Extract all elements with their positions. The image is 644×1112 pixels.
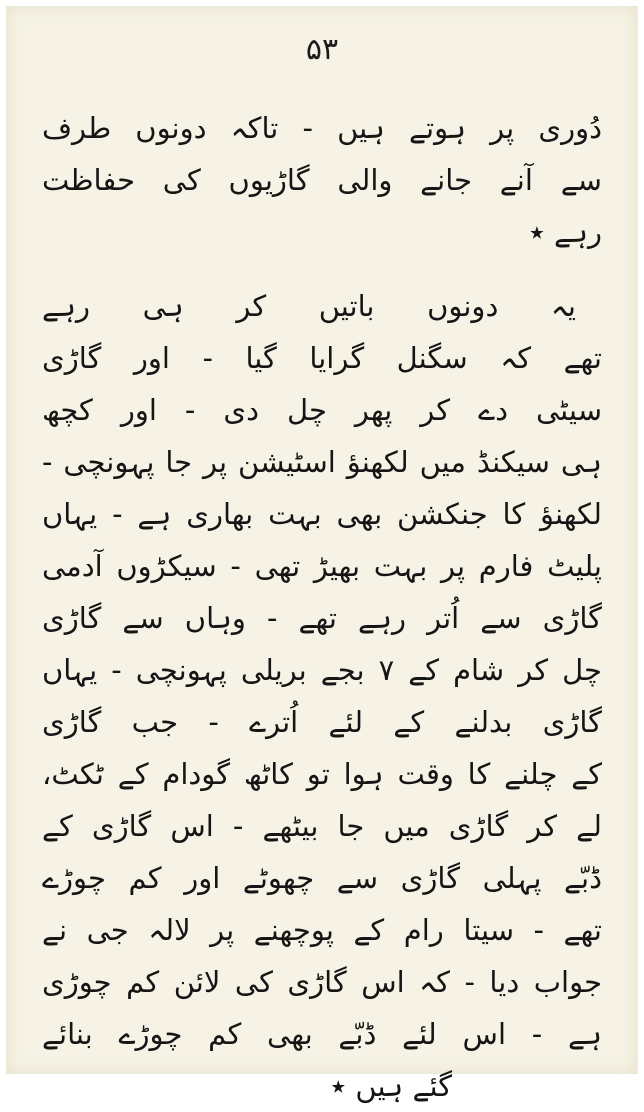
text-line: ہے - اس لئے ڈبّے بھی کم چوڑے بنائے	[42, 1017, 602, 1051]
text-line: تھے کہ سگنل گرایا گیا - اور گاڑی	[42, 341, 602, 375]
text-line: گاڑی سے اُتر رہے تھے - وہاں سے گاڑی	[42, 601, 602, 635]
book-page	[6, 6, 638, 1103]
text-line: تھے - سیتا رام کے پوچھنے پر لالہ جی نے	[42, 913, 602, 947]
text-line: ہی سیکنڈ میں لکھنؤ اسٹیشن پر جا پہونچی -	[42, 445, 602, 479]
text-line: لکھنؤ کا جنکشن بھی بہت بھاری ہے - یہاں	[42, 497, 602, 531]
text-line: لے کر گاڑی میں جا بیٹھے - اس گاڑی کے	[42, 809, 602, 843]
page-number: ۵۳	[305, 32, 339, 67]
body-text	[42, 102, 602, 1112]
text-line: سے آنے جانے والی گاڑیوں کی حفاظت	[42, 163, 602, 197]
text-line: ڈبّے پہلی گاڑی سے چھوٹے اور کم چوڑے	[42, 861, 602, 895]
paragraph-first-line: یہ دونوں باتیں کر ہی رہے	[42, 289, 576, 323]
text-line: گاڑی بدلنے کے لئے اُترے - جب گاڑی	[42, 705, 602, 739]
text-line: گئے ہیں ٭	[330, 1069, 452, 1103]
text-line: سیٹی دے کر پھر چل دی - اور کچھ	[42, 393, 602, 427]
text-line: کے چلنے کا وقت ہوا تو کاٹھ گودام کے ٹکٹ،	[42, 757, 602, 791]
text-line: جواب دیا - کہ اس گاڑی کی لائن کم چوڑی	[42, 965, 602, 999]
text-line: پلیٹ فارم پر بہت بھیڑ تھی - سیکڑوں آدمی	[42, 549, 602, 583]
text-line: چل کر شام کے ۷ بجے بریلی پہونچی - یہاں	[42, 653, 602, 687]
text-line: دُوری پر ہوتے ہیں - تاکہ دونوں طرف	[42, 111, 602, 145]
text-line: رہے ٭	[528, 215, 602, 249]
